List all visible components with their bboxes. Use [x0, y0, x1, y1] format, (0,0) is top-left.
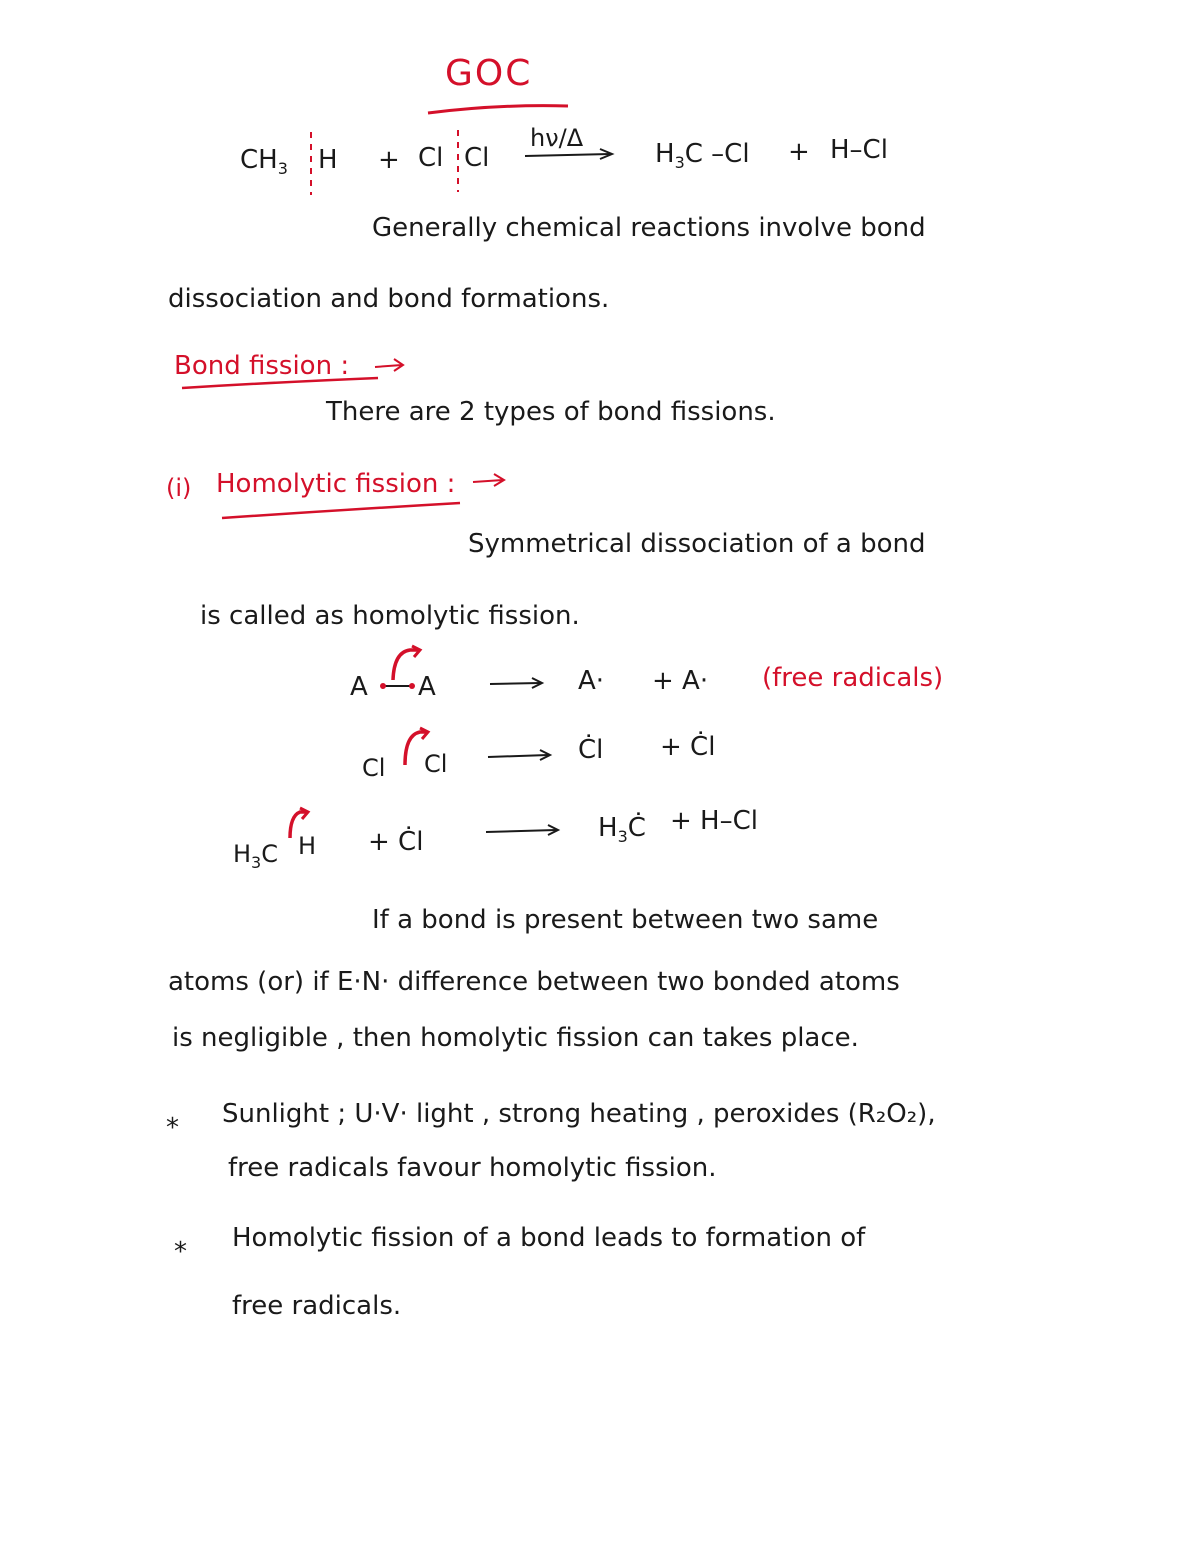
formula-text: H	[598, 813, 618, 843]
homolytic-heading: Homolytic fission :	[216, 469, 456, 499]
product-methyl-chloride	[655, 138, 750, 179]
curly-arrow-icon	[420, 728, 428, 739]
eq3-product-methyl-radical	[598, 812, 646, 853]
eq2-product-1: Ċl	[578, 735, 604, 765]
electron-dot	[380, 683, 386, 689]
eq3-product-hcl: + H–Cl	[670, 806, 758, 836]
reaction-condition: hν/Δ	[530, 124, 584, 152]
eq3-plus-cl: + Ċl	[368, 827, 424, 857]
reaction-arrow	[490, 683, 540, 684]
para2-line1: If a bond is present between two same	[372, 905, 879, 935]
homolytic-def-line1: Symmetrical dissociation of a bond	[468, 529, 926, 559]
eq2-product-2: + Ċl	[660, 732, 716, 762]
page-title: GOC	[445, 53, 533, 94]
eq2-left-b: Cl	[424, 750, 448, 778]
para1-line2: dissociation and bond formations.	[168, 284, 610, 314]
bullet-1-line1: Sunlight ; U·V· light , strong heating , peroxides (R₂O₂),	[222, 1099, 936, 1129]
reaction-arrowhead	[600, 149, 612, 159]
bullet-1-line2: free radicals favour homolytic fission.	[228, 1153, 717, 1183]
heading-underline	[222, 503, 460, 518]
para2-line2: atoms (or) if E·N· difference between two bonded atoms	[168, 967, 900, 997]
reaction-arrowhead	[540, 750, 550, 760]
formula-text: C –Cl	[684, 139, 750, 169]
formula-text: Ċ	[627, 813, 646, 843]
product-hcl: H–Cl	[830, 135, 888, 165]
reactant-cl-b: Cl	[464, 143, 490, 173]
homolytic-def-line2: is called as homolytic fission.	[200, 601, 580, 631]
bond-fission-heading: Bond fission :	[174, 351, 350, 381]
formula-text: CH	[240, 145, 278, 175]
bullet-2-line1: Homolytic fission of a bond leads to formation of	[232, 1223, 866, 1253]
eq1-product-1: A·	[578, 666, 605, 696]
eq2-left-a: Cl	[362, 754, 386, 782]
subscript: 3	[617, 827, 628, 846]
para2-line3: is negligible , then homolytic fission can takes place.	[172, 1023, 859, 1053]
subscript: 3	[674, 153, 685, 172]
homolytic-number: (i)	[166, 474, 192, 502]
bullet-2-line2: free radicals.	[232, 1291, 402, 1321]
bullet-mark: *	[174, 1237, 187, 1267]
formula-text: H	[655, 139, 675, 169]
electron-dot	[409, 683, 415, 689]
reaction-arrow	[486, 830, 556, 832]
reaction-arrow	[488, 755, 548, 757]
curly-arrow-icon	[405, 732, 426, 765]
curly-arrow-icon	[300, 808, 308, 819]
bond-fission-text: There are 2 types of bond fissions.	[326, 397, 776, 427]
heading-arrow	[375, 359, 403, 371]
reaction-arrowhead	[532, 678, 542, 688]
formula-text: C	[261, 840, 278, 868]
bullet-mark: *	[166, 1113, 179, 1143]
reactant-h: H	[318, 145, 338, 175]
free-radicals-note: (free radicals)	[762, 663, 944, 693]
eq1-left-b: A	[418, 672, 436, 702]
reactant-cl-a: Cl	[418, 143, 444, 173]
heading-arrow	[473, 474, 504, 486]
eq3-left-methyl	[233, 838, 278, 879]
subscript: 3	[277, 159, 288, 178]
plus-sign: +	[378, 145, 400, 175]
formula-text: H	[233, 840, 252, 868]
curly-arrow-icon	[393, 650, 418, 680]
reaction-arrow	[525, 154, 610, 156]
para1-line1: Generally chemical reactions involve bond	[372, 213, 926, 243]
subscript: 3	[251, 853, 262, 872]
eq1-product-2: + A·	[652, 666, 709, 696]
eq3-left-h: H	[298, 832, 317, 860]
eq1-left-a: A	[350, 672, 368, 702]
reaction-arrowhead	[548, 825, 558, 835]
plus-sign: +	[788, 137, 810, 167]
curly-arrow-icon	[412, 646, 420, 657]
reactant-methane	[240, 144, 288, 185]
title-underline	[428, 106, 568, 113]
